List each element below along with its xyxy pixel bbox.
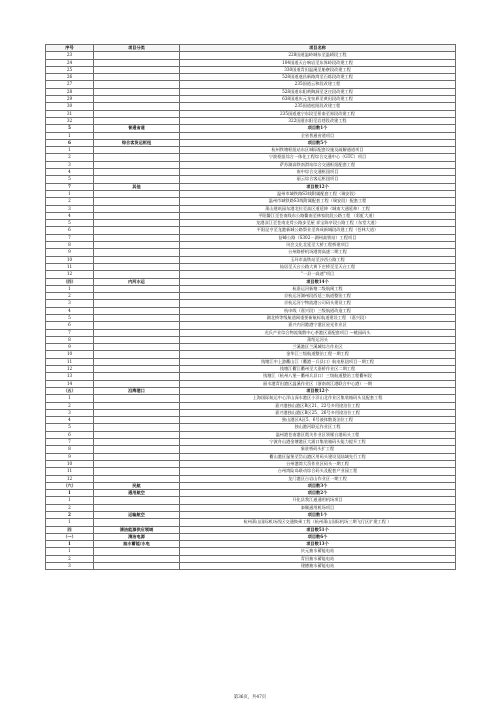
row-index: 8 — [46, 336, 94, 343]
row-project-name: 项目数12个 — [180, 183, 456, 190]
row-project-name: 全省普通省道项目 — [180, 132, 456, 139]
row-project-name: 台州路桥机场港湾高速二期工程 — [180, 249, 456, 256]
row-category — [94, 351, 180, 358]
row-index: （四） — [46, 278, 94, 285]
row-project-name: 舒峰公路（S302－湖州高铁站）工程项目 — [180, 234, 456, 241]
row-index: 8 — [46, 242, 94, 249]
row-project-name: 项目数51个 — [180, 526, 456, 533]
table-row — [46, 212, 456, 219]
header-index: 序号 — [46, 45, 94, 52]
project-table-sheet — [45, 44, 455, 570]
table-row — [46, 460, 456, 467]
header-project-name: 项目名称 — [180, 45, 456, 52]
row-project-name: 京杭运河湖州段西延三航道整治工程 — [180, 293, 456, 300]
table-row — [46, 96, 456, 103]
row-category — [94, 212, 180, 219]
row-category: 沿海港口 — [94, 387, 180, 394]
row-project-name: 青田抽水蓄能电站 — [180, 555, 456, 562]
row-index: 11 — [46, 263, 94, 270]
row-project-name: 兰溪港区兰溪城综合作业区 — [180, 344, 456, 351]
row-project-name: 丽水港青田港区温溪作业区（浙南南江港联合中心港）一期 — [180, 380, 456, 387]
row-project-name: 仙居至天台公路大黄下庄桥至至天台工程 — [180, 263, 456, 270]
row-project-name: 钱塘江中上游衢山江（衢港－兵县口）航电枢纽项目一期工程 — [180, 358, 456, 365]
table-row — [46, 88, 456, 95]
row-index: 1 — [46, 190, 94, 197]
row-project-name: 钱塘江衢江衢州至大嘉桥作业区二期工程 — [180, 366, 456, 373]
table-row — [46, 555, 456, 562]
row-index: 5 — [46, 176, 94, 183]
row-category — [94, 271, 180, 278]
row-index: 30 — [46, 103, 94, 110]
row-project-name: 330国道青田温溪至船寮段改建工程 — [180, 66, 456, 73]
row-category — [94, 234, 180, 241]
row-category — [94, 147, 180, 154]
row-category — [94, 293, 180, 300]
row-index: 14 — [46, 380, 94, 387]
row-index: 5 — [46, 220, 94, 227]
table-row — [46, 512, 456, 519]
row-category: 清洁能源供应领域 — [94, 526, 180, 533]
row-category — [94, 300, 180, 307]
row-category — [94, 344, 180, 351]
row-category — [94, 439, 180, 446]
row-index: 1 — [46, 395, 94, 402]
row-category — [94, 154, 180, 161]
table-row — [46, 81, 456, 88]
row-category — [94, 88, 180, 95]
row-index: 1 — [46, 147, 94, 154]
row-category — [94, 563, 180, 570]
table-row — [46, 147, 456, 154]
row-category — [94, 220, 180, 227]
row-index: 29 — [46, 96, 94, 103]
table-row — [46, 66, 456, 73]
table-row — [46, 541, 456, 548]
row-category — [94, 460, 180, 467]
row-index: 四 — [46, 526, 94, 533]
row-category: 普通省道 — [94, 125, 180, 132]
row-project-name: 528国道东阳黄陶洞至芝庄段改建工程 — [180, 88, 456, 95]
row-index: 25 — [46, 66, 94, 73]
row-index: 3 — [46, 205, 94, 212]
row-category — [94, 402, 180, 409]
row-category: 其他 — [94, 183, 180, 190]
row-category — [94, 336, 180, 343]
row-index: 2 — [46, 402, 94, 409]
table-row — [46, 169, 456, 176]
row-index: 12 — [46, 366, 94, 373]
row-index: 6 — [46, 139, 94, 146]
table-row — [46, 52, 456, 59]
row-project-name: 钱塘江（杭州八堡－衢州兵县口）三级航道整治工程衢州段 — [180, 373, 456, 380]
row-index: 2 — [46, 154, 94, 161]
table-row — [46, 307, 456, 314]
row-index: 8 — [46, 446, 94, 453]
table-row — [46, 563, 456, 570]
row-index: 1 — [46, 490, 94, 497]
row-category — [94, 329, 180, 336]
table-body — [46, 52, 456, 570]
row-category — [94, 555, 180, 562]
row-category — [94, 96, 180, 103]
table-row — [46, 526, 456, 533]
row-project-name: 宁波舟山港金塘港区大浦口集装箱码头能力提升工程 — [180, 439, 456, 446]
row-project-name: 温州市域铁路S3线附属配套工程（瑞安段）配套工程 — [180, 198, 456, 205]
row-project-name: 235国道云和段改建工程 — [180, 81, 456, 88]
table-row — [46, 234, 456, 241]
row-project-name: 京杭运河宁物流港公司码头建设工程 — [180, 300, 456, 307]
table-row — [46, 256, 456, 263]
table-row — [46, 285, 456, 292]
table-row — [46, 110, 456, 117]
row-project-name: 开化县我江通通用机场项目 — [180, 497, 456, 504]
row-category — [94, 103, 180, 110]
row-index: 9 — [46, 249, 94, 256]
table-row — [46, 227, 456, 234]
row-index: 6 — [46, 322, 94, 329]
row-index: 5 — [46, 125, 94, 132]
row-category — [94, 468, 180, 475]
row-project-name: 上海国际航运中心洋山深水港区小洋山北作业区集装箱码头及配套工程 — [180, 395, 456, 402]
row-project-name: 温州港苍南港区霞关作业区领雁台港码头工程 — [180, 431, 456, 438]
row-category — [94, 285, 180, 292]
row-project-name: 宁波枢纽综合一体化工程综合交通中心（GTC）项目 — [180, 154, 456, 161]
table-row — [46, 74, 456, 81]
row-project-name: 项目数5个 — [180, 139, 456, 146]
row-index: 1 — [46, 132, 94, 139]
table-row — [46, 117, 456, 124]
table-row — [46, 139, 456, 146]
row-category — [94, 66, 180, 73]
row-project-name: 萨苏湖高铁南滑站综合交通枢纽配套工程 — [180, 161, 456, 168]
row-category: 民航 — [94, 482, 180, 489]
row-project-name: 平阳昆亨至龙港新城公路祭业至奔成新城段改建工程（苍林大道） — [180, 227, 456, 234]
row-project-name: 萧山建筑园东港北拉至高区道延伸（城南大通延伸）工程 — [180, 205, 456, 212]
table-row — [46, 220, 456, 227]
row-category — [94, 249, 180, 256]
row-project-name: 象驻桥码头扩工程 — [180, 446, 456, 453]
table-row — [46, 190, 456, 197]
row-category — [94, 373, 180, 380]
row-category — [94, 169, 180, 176]
table-row — [46, 249, 456, 256]
row-index: 26 — [46, 74, 94, 81]
row-category — [94, 453, 180, 460]
table-row — [46, 314, 456, 321]
row-category — [94, 395, 180, 402]
row-project-name: 杭申线（嘉兴段）三级航道改造工程 — [180, 307, 456, 314]
row-project-name: 杭州萧山国际机场西区交通换乘工程（杭州萧山国际机场三期飞行区扩建工程 ） — [180, 519, 456, 526]
row-category — [94, 497, 180, 504]
row-category — [94, 446, 180, 453]
row-project-name: 衢山港区鼠堡至岱山港区用码头建设及陆域先行工程 — [180, 453, 456, 460]
row-index: 12 — [46, 475, 94, 482]
row-category — [94, 314, 180, 321]
row-category — [94, 504, 180, 511]
row-index: 3 — [46, 161, 94, 168]
row-project-name: 228国道温岭城东至温峤段工程 — [180, 52, 456, 59]
table-row — [46, 198, 456, 205]
table-row — [46, 336, 456, 343]
table-row — [46, 533, 456, 540]
table-row — [46, 402, 456, 409]
row-index: 7 — [46, 234, 94, 241]
table-row — [46, 380, 456, 387]
table-row — [46, 176, 456, 183]
row-index: 7 — [46, 183, 94, 190]
row-category — [94, 431, 180, 438]
row-project-name: 台州湾险岛联动综合码头及配套产业园工程 — [180, 468, 456, 475]
row-index: 3 — [46, 300, 94, 307]
table-row — [46, 453, 456, 460]
row-category — [94, 176, 180, 183]
row-project-name: 104国道天台响岩至东界岭段改建工程 — [180, 59, 456, 66]
row-index: 10 — [46, 460, 94, 467]
row-index: 2 — [46, 293, 94, 300]
row-project-name: 龙港凉江至苍南龙骨公路步至屋 祥宝陈亭段公路工程（东堂大道） — [180, 220, 456, 227]
row-index: 3 — [46, 563, 94, 570]
table-row — [46, 409, 456, 416]
table-row — [46, 103, 456, 110]
row-index: 4 — [46, 212, 94, 219]
row-category — [94, 307, 180, 314]
row-category — [94, 366, 180, 373]
row-project-name: 杭嘉运河新塘二级航闸工程 — [180, 285, 456, 292]
row-project-name: 322国道东阳至岩巷段改建工程 — [180, 117, 456, 124]
row-project-name: 项目数6个 — [180, 533, 456, 540]
table-row — [46, 329, 456, 336]
row-category — [94, 132, 180, 139]
row-index: 1 — [46, 285, 94, 292]
row-index: （五） — [46, 387, 94, 394]
table-row — [46, 242, 456, 249]
row-category — [94, 256, 180, 263]
row-index: 1 — [46, 519, 94, 526]
row-index: 3 — [46, 409, 94, 416]
row-index: 1 — [46, 497, 94, 504]
row-category — [94, 227, 180, 234]
row-project-name: 项目数2个 — [180, 490, 456, 497]
row-category — [94, 322, 180, 329]
row-index: 7 — [46, 439, 94, 446]
table-row — [46, 322, 456, 329]
table-row — [46, 439, 456, 446]
row-index: 1 — [46, 548, 94, 555]
row-project-name: 嘉兴港独山港区B区25、26号多用途泊位工程 — [180, 409, 456, 416]
table-row — [46, 387, 456, 394]
row-index: 32 — [46, 117, 94, 124]
header-category: 项目分类 — [94, 45, 180, 52]
table-row — [46, 154, 456, 161]
table-row — [46, 263, 456, 270]
table-row — [46, 161, 456, 168]
row-project-name: 建德抽水蓄能电站 — [180, 563, 456, 570]
row-index: 31 — [46, 110, 94, 117]
row-category — [94, 380, 180, 387]
table-row — [46, 446, 456, 453]
row-index: 23 — [46, 52, 94, 59]
row-project-name: 湖北桥等级航道网重要新航标航道建设工程 （嘉兴段） — [180, 314, 456, 321]
row-project-name: 金华江三级航道整治工程一期工程 — [180, 351, 456, 358]
table-row — [46, 424, 456, 431]
table-row — [46, 271, 456, 278]
row-index: 2 — [46, 555, 94, 562]
row-category — [94, 117, 180, 124]
row-index: 10 — [46, 256, 94, 263]
row-project-name: 528国道遂昌新路湾至石练段改建工程 — [180, 74, 456, 81]
row-project-name: 独山港河联运作业区工程 — [180, 424, 456, 431]
row-category — [94, 548, 180, 555]
row-index: 9 — [46, 453, 94, 460]
table-row — [46, 482, 456, 489]
row-index: 4 — [46, 169, 94, 176]
row-category — [94, 519, 180, 526]
row-index: 11 — [46, 358, 94, 365]
row-project-name: 项目数14个 — [180, 278, 456, 285]
row-category — [94, 263, 180, 270]
row-category: 综合客货运枢纽 — [94, 139, 180, 146]
row-project-name: 庆元抽水蓄能电站 — [180, 548, 456, 555]
row-index: 5 — [46, 424, 94, 431]
row-project-name: 项目数1个 — [180, 512, 456, 519]
row-index: （六） — [46, 482, 94, 489]
table-row — [46, 417, 456, 424]
row-index: 11 — [46, 468, 94, 475]
table-row — [46, 300, 456, 307]
row-index: 2 — [46, 198, 94, 205]
row-project-name: 玉环市高铁站至沙西公路工程 — [180, 256, 456, 263]
row-category: 清洁电源 — [94, 533, 180, 540]
table-row — [46, 468, 456, 475]
row-project-name: 龙门港区台岩山作业区一期工程 — [180, 475, 456, 482]
row-index: 12 — [46, 271, 94, 278]
table-row — [46, 278, 456, 285]
row-project-name: 萧绍运河头 — [180, 336, 456, 343]
row-category — [94, 198, 180, 205]
row-project-name: 光氏产业综合物流集散中心茶港区嘉配套项目 —桃园码头 — [180, 329, 456, 336]
row-project-name: 项目数12个 — [180, 387, 456, 394]
row-index: 24 — [46, 59, 94, 66]
row-category — [94, 59, 180, 66]
table-row — [46, 490, 456, 497]
row-category — [94, 475, 180, 482]
table-row — [46, 59, 456, 66]
row-category: 通用航空 — [94, 490, 180, 497]
row-project-name: 丽云综合客运枢纽项目 — [180, 176, 456, 183]
row-project-name: 235国道遂宁东段至景泰至界段改建工程 — [180, 110, 456, 117]
row-index: 2 — [46, 512, 94, 519]
table-row — [46, 504, 456, 511]
page-footer: 第36页，共47页 — [233, 695, 267, 700]
row-index: 4 — [46, 417, 94, 424]
row-project-name: 独山港区A区5、6号液体散货泊位工程 — [180, 417, 456, 424]
row-category: 内河水运 — [94, 278, 180, 285]
row-project-name: 嘉兴港独山港区B区21、22号多用途泊位工程 — [180, 402, 456, 409]
row-index: （一） — [46, 533, 94, 540]
table-row — [46, 205, 456, 212]
table-row — [46, 125, 456, 132]
table-row — [46, 344, 456, 351]
table-row — [46, 132, 456, 139]
row-category — [94, 358, 180, 365]
row-project-name: "一县一高速"项目 — [180, 271, 456, 278]
row-index: 9 — [46, 344, 94, 351]
row-category — [94, 205, 180, 212]
table-row — [46, 519, 456, 526]
table-header-row — [46, 45, 456, 52]
row-index: 1 — [46, 541, 94, 548]
row-category — [94, 110, 180, 117]
row-project-name: 项目数13个 — [180, 541, 456, 548]
table-row — [46, 366, 456, 373]
table-row — [46, 373, 456, 380]
table-row — [46, 475, 456, 482]
row-category — [94, 242, 180, 249]
row-index: 27 — [46, 81, 94, 88]
row-project-name: 235国道松阳段改建工程 — [180, 103, 456, 110]
table-row — [46, 183, 456, 190]
row-project-name: 台州港湾大岙作业区码头一期工程 — [180, 460, 456, 467]
row-index: 6 — [46, 227, 94, 234]
row-project-name: 风会文化北延至大桥工程桥建项目 — [180, 242, 456, 249]
table-row — [46, 548, 456, 555]
row-category — [94, 409, 180, 416]
row-index: 4 — [46, 307, 94, 314]
row-project-name: 项目数3个 — [180, 482, 456, 489]
table-row — [46, 395, 456, 402]
row-index: 10 — [46, 351, 94, 358]
row-project-name: 638国道庆元龙泉界至黄田段改建工程 — [180, 96, 456, 103]
row-category — [94, 52, 180, 59]
row-project-name: 平阳鳌江至苍南线东公路鳌南至林家院段公路工程 （彩虹大道） — [180, 212, 456, 219]
row-project-name: 温州市域铁路S3线附属配套工程（瑞安段） — [180, 190, 456, 197]
table-row — [46, 497, 456, 504]
row-category: 运输航空 — [94, 512, 180, 519]
row-category — [94, 424, 180, 431]
row-category — [94, 81, 180, 88]
row-index: 6 — [46, 431, 94, 438]
row-project-name: 嘉兴内河港港宁港区星光作业区 — [180, 322, 456, 329]
table-row — [46, 358, 456, 365]
row-index: 7 — [46, 329, 94, 336]
row-project-name: 项目数1个 — [180, 125, 456, 132]
row-index: 5 — [46, 314, 94, 321]
row-category — [94, 161, 180, 168]
row-project-name: 泰顺通用机场项目 — [180, 504, 456, 511]
table-row — [46, 431, 456, 438]
row-category — [94, 190, 180, 197]
row-index: 13 — [46, 373, 94, 380]
row-category — [94, 417, 180, 424]
row-index: 28 — [46, 88, 94, 95]
row-category: 抽水蓄能/水电 — [94, 541, 180, 548]
table-row — [46, 293, 456, 300]
row-project-name: 南中综合交通枢纽项目 — [180, 169, 456, 176]
table-row — [46, 351, 456, 358]
row-index: 2 — [46, 504, 94, 511]
row-category — [94, 74, 180, 81]
project-table — [45, 44, 456, 570]
row-project-name: 杭州铁塘枢纽站东区城际配套设施及疏解通道项目 — [180, 147, 456, 154]
